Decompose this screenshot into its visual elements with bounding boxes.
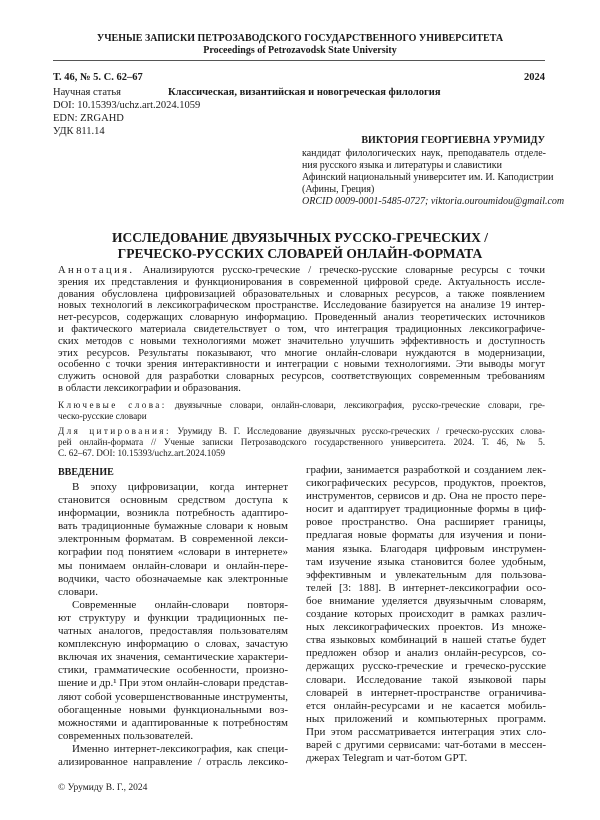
abstract-line (58, 277, 545, 289)
text-line: ализированное направление / отрасль лексико- (58, 755, 288, 768)
title-line: ИССЛЕДОВАНИЕ ДВУЯЗЫЧНЫХ РУССКО-ГРЕЧЕСКИХ / (111, 230, 489, 245)
author-affiliation (302, 148, 565, 208)
abstract-text: особенно с точки зрения интерактивности и интеграции с новыми технологиями. Эти выводы могут (58, 359, 545, 371)
text-line: вать традиционные бумажные словари к новым (58, 520, 288, 533)
abstract-line (58, 324, 545, 336)
affiliation-line: ния русского языка и литературы и славистики (302, 160, 502, 171)
intro-right-column (306, 464, 546, 765)
text-line: чатных аналогов, предоставляя пользователям (58, 625, 288, 638)
abstract-text: и фактического материала свидетельствует о том, что интеграция традиционных лексикографиче- (58, 323, 545, 335)
text-line: водчики, часто обозначаемые как электронные (58, 572, 288, 585)
paragraph (58, 743, 288, 769)
citation-line (58, 437, 545, 448)
affiliation-line: Афинский национальный университет им. И. Каподистрии (302, 172, 554, 183)
header-divider (53, 60, 545, 61)
text-line: Современные онлайн-словари повторя- (72, 598, 288, 611)
keywords-text: двуязычные словари, онлайн-словари, лексикография, русско-греческие словари, гре- (174, 400, 545, 410)
abstract-text: служить основой для разработки словарных ресурсов, соответствующих современным требованиям (58, 371, 545, 383)
abstract-label: Аннотация. (58, 265, 135, 276)
intro-left-column (58, 467, 288, 769)
text-line: словари. (58, 585, 98, 598)
text-line: ных приложений и компьютерных программ. (306, 712, 546, 725)
doi[interactable]: DOI: 10.15393/uchz.art.2024.1059 (53, 100, 201, 111)
article-type: Научная статья (53, 87, 121, 98)
abstract-text: зрения их представления и функционирования в современной цифровой среде. Актуальность иссле- (58, 276, 545, 288)
abstract-line (58, 348, 545, 360)
affiliation-line: (Афины, Греция) (302, 184, 375, 195)
author-name: ВИКТОРИЯ ГЕОРГИЕВНА УРУМИДУ (361, 135, 545, 146)
year: 2024 (524, 72, 545, 83)
text-line: стики, грамматические особенности, произно- (58, 664, 288, 677)
journal-title-en: Proceedings of Petrozavodsk State University (203, 45, 397, 56)
article-title (0, 230, 600, 262)
text-line: ется онлайн-ресурсами и не касается мобиль- (306, 699, 546, 712)
text-line: инструментов, сервисов и др. Она не просто пере- (306, 490, 546, 503)
text-line: информации, возникла потребность адаптиро- (58, 507, 288, 520)
text-line: При этом рассматривается интеграция этих сло- (306, 725, 546, 738)
text-line: сикографических ресурсов, продуктов, проектов, (306, 477, 546, 490)
edn: EDN: ZRGAHD (53, 113, 124, 124)
keywords (58, 400, 545, 422)
citation-text: Урумиду В. Г. Исследование двуязычных русско-греческих / греческо-русских слова- (177, 426, 546, 436)
abstract-text: новых технологий в лексикографическом пространстве. Исследование базируется на анализе 19 интер- (58, 300, 545, 312)
text-line: Именно интернет-лексикография, как специ- (72, 742, 288, 755)
abstract-line (58, 371, 545, 383)
citation-text: С. 62–67. DOI: 10.15393/uchz.art.2024.1059 (58, 448, 226, 458)
abstract-text: дования обусловлена цифровизацией образовательных и словарных ресурсов, а также появлением (58, 288, 545, 300)
paragraph (58, 481, 288, 599)
text-line: там изучение языка становится более удобным, (306, 555, 546, 568)
paragraph (58, 599, 288, 743)
keywords-line (58, 411, 545, 422)
abstract-line (58, 383, 545, 395)
text-line: ляют собой усовершенствованные инструменты, (58, 690, 288, 703)
text-line: носит и адаптирует традиционные формы в циф- (306, 503, 546, 516)
text-line: ных лексикографических проектов. Из множе- (306, 621, 546, 634)
citation-text: рей онлайн-формата // Ученые записки Петрозаводского государственного университета. 2024. Т. 46, № 5. (58, 437, 545, 447)
title-line: ГРЕЧЕСКО-РУССКИХ СЛОВАРЕЙ ОНЛАЙН-ФОРМАТА (117, 246, 483, 261)
citation (58, 426, 545, 459)
text-line: становится основным средством доступа к (58, 494, 288, 507)
author-contact[interactable]: ORCID 0009-0001-5485-0727; viktoria.ouroumidou@gmail.com (302, 196, 565, 207)
text-line: бое внимание уделяется двуязычным словарям, (306, 594, 546, 607)
text-line: джерах Telegram и чат-ботом GPT. (306, 752, 468, 765)
citation-label: Для цитирования: (58, 426, 171, 436)
text-line: предложен обзор и анализ онлайн-ресурсов, со- (306, 647, 546, 660)
keywords-label: Ключевые слова: (58, 400, 167, 410)
section-title: Классическая, византийская и новогреческая филология (168, 87, 441, 98)
section-heading: ВВЕДЕНИЕ (58, 467, 114, 478)
text-line: включая их значения, семантические характери- (58, 651, 288, 664)
volume-info: Т. 46, № 5. С. 62–67 (53, 72, 143, 83)
citation-line (58, 448, 545, 459)
keywords-text: ческо-русские словари (58, 411, 147, 421)
affiliation-line: кандидат филологических наук, преподаватель отделе- (302, 148, 546, 159)
abstract-text: Анализируются русско-греческие / греческо-русские словарные ресурсы с точки (142, 265, 545, 276)
citation-line (58, 426, 545, 437)
text-line: современных пользователей. (58, 729, 194, 742)
text-line: комплексную информацию о словах, зачастую (58, 638, 288, 651)
journal-title-ru: УЧЕНЫЕ ЗАПИСКИ ПЕТРОЗАВОДСКОГО ГОСУДАРСТВЕННОГО УНИВЕРСИТЕТА (96, 33, 504, 44)
abstract-text: нет-ресурсов, содержащих словарную информацию. Проведенный анализ теоретических источников (58, 312, 545, 324)
text-line: эффективным и увлекательным для пользова- (306, 568, 546, 581)
abstract-line (58, 336, 545, 348)
text-line: можностями и адаптированные к потребностям (58, 716, 288, 729)
text-line: ства языковых комбинаций в нашей статье будет (306, 634, 546, 647)
text-line: шение и др.¹ При этом онлайн-словари представ- (58, 677, 289, 690)
text-line: держащих русско-греческие и греческо-русские (306, 660, 546, 673)
text-line: электронным форматам. В современной лекси- (58, 533, 288, 546)
udk: УДК 811.14 (53, 126, 105, 137)
text-line: варей с другими сервисами: чат-ботами в мессен- (306, 738, 546, 751)
copyright: © Урумиду В. Г., 2024 (58, 783, 148, 793)
text-line: создание которых происходит в рамках различ- (306, 608, 546, 621)
text-line: телей [3: 188]. В интернет-лексикографии осо- (306, 581, 546, 594)
keywords-line (58, 400, 545, 411)
abstract-line (58, 265, 545, 277)
text-line: В эпоху цифровизации, когда интернет (72, 481, 288, 493)
text-line: мы понимаем онлайн-словари и онлайн-пере- (58, 559, 288, 572)
text-line: словарей в интернет-пространстве ограничива- (306, 686, 546, 699)
abstract (58, 265, 545, 395)
abstract-line (58, 300, 545, 312)
text-line: обогащенные новыми функциональными воз- (58, 703, 288, 716)
abstract-text: ских методов с новыми технологиями может значительно улучшить эффективность и доступность (58, 335, 545, 347)
abstract-text: этих ресурсов. Результаты показывают, что многие онлайн-словари нуждаются в модернизации, (58, 347, 545, 359)
text-line: словари. Исследование такой языковой пары (306, 673, 546, 686)
text-line: ровое пространство. Она расширяет границы, (306, 516, 546, 529)
abstract-line (58, 359, 545, 371)
abstract-line (58, 312, 545, 324)
text-line: кографии под понятием «словари в интернете» (58, 546, 288, 559)
text-line: мания языка. Благодаря цифровым инструмен- (306, 542, 546, 555)
abstract-line (58, 289, 545, 301)
text-line: графии, занимается разработкой и созданием лек- (306, 464, 546, 476)
text-line: ют структуру и функции традиционных пе- (58, 611, 288, 624)
abstract-text: в области лексикографии и образования. (58, 382, 241, 394)
text-line: предлагая новые форматы для изучения и пони- (306, 529, 546, 542)
